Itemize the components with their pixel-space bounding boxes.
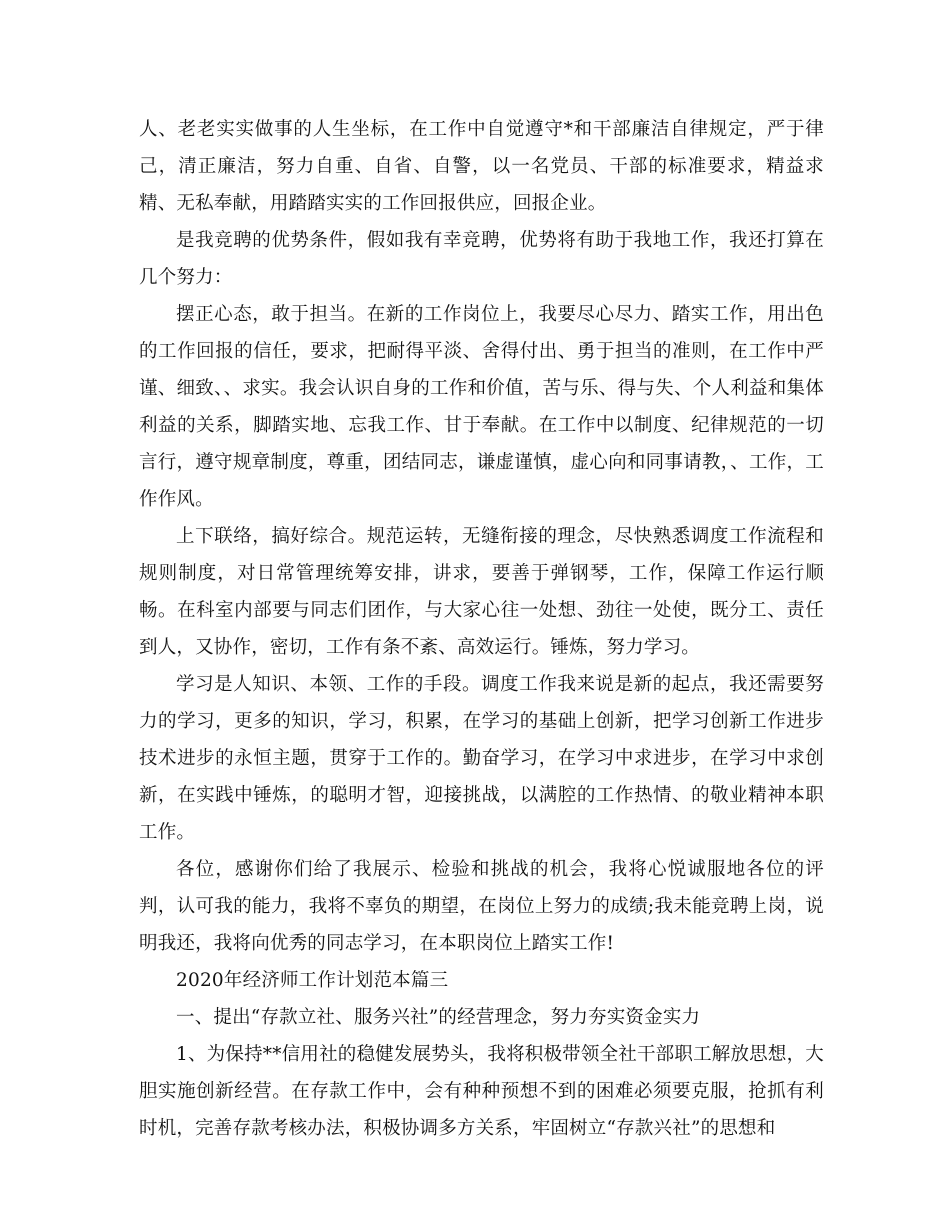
subsection-heading: 一、提出“存款立社、服务兴社”的经营理念，努力夯实资金实力	[176, 1007, 701, 1028]
paragraph-continuation: 人、老老实实做事的人生坐标，在工作中自觉遵守*和干部廉洁自律规定，严于律己，清正廉洁，努力自重、自省、自警，以一名党员、干部的标准要求，精益求精、无私奉献，用踏踏实实的工作回报供应，回报企业。	[139, 119, 824, 214]
paragraph-attitude: 摆正心态，敢于担当。在新的工作岗位上，我要尽心尽力、踏实工作，用出色的工作回报的信任，要求，把耐得平淡、舍得付出、勇于担当的准则，在工作中严谨、细致、、求实。我会认识自身的工作和价值，苦与乐、得与失、个人利益和集体利益的关系，脚踏实地、忘我工作、甘于奉献。在工作中以制度、纪律规范的一切言行，遵守规章制度，尊重，团结同志，谦虚谨慎，虚心向和同事请教，、工作，工作作风。	[139, 304, 824, 510]
paragraph-advantages: 是我竞聘的优势条件，假如我有幸竞聘，优势将有助于我地工作，我还打算在几个努力：	[139, 230, 824, 288]
document-body	[139, 111, 824, 1147]
paragraph-closing: 各位，感谢你们给了我展示、检验和挑战的机会，我将心悦诚服地各位的评判，认可我的能力，我将不辜负的期望，在岗位上努力的成绩;我未能竞聘上岗，说明我还，我将向优秀的同志学习，在本职岗位上踏实工作!	[139, 859, 824, 954]
paragraph-learning: 学习是人知识、本领、工作的手段。调度工作我来说是新的起点，我还需要努力的学习，更多的知识，学习，积累，在学习的基础上创新，把学习创新工作进步技术进步的永恒主题，贯穿于工作的。勤奋学习，在学习中求进步，在学习中求创新，在实践中锤炼，的聪明才智，迎接挑战，以满腔的工作热情、的敬业精神本职工作。	[139, 674, 824, 843]
paragraph-coordination: 上下联络，搞好综合。规范运转，无缝衔接的理念，尽快熟悉调度工作流程和规则制度，对日常管理统筹安排，讲求，要善于弹钢琴，工作，保障工作运行顺畅。在科室内部要与同志们团作，与大家心往一处想、劲往一处使，既分工、责任到人，又协作，密切，工作有条不紊、高效运行。锤炼，努力学习。	[139, 526, 824, 658]
paragraph-deposit: 1、为保持**信用社的稳健发展势头，我将积极带领全社干部职工解放思想，大胆实施创新经营。在存款工作中，会有种种预想不到的困难必须要克服，抢抓有利时机，完善存款考核办法，积极协调多方关系，牢固树立“存款兴社”的思想和	[139, 1044, 824, 1139]
section-title: 2020年经济师工作计划范本篇三	[176, 970, 449, 991]
